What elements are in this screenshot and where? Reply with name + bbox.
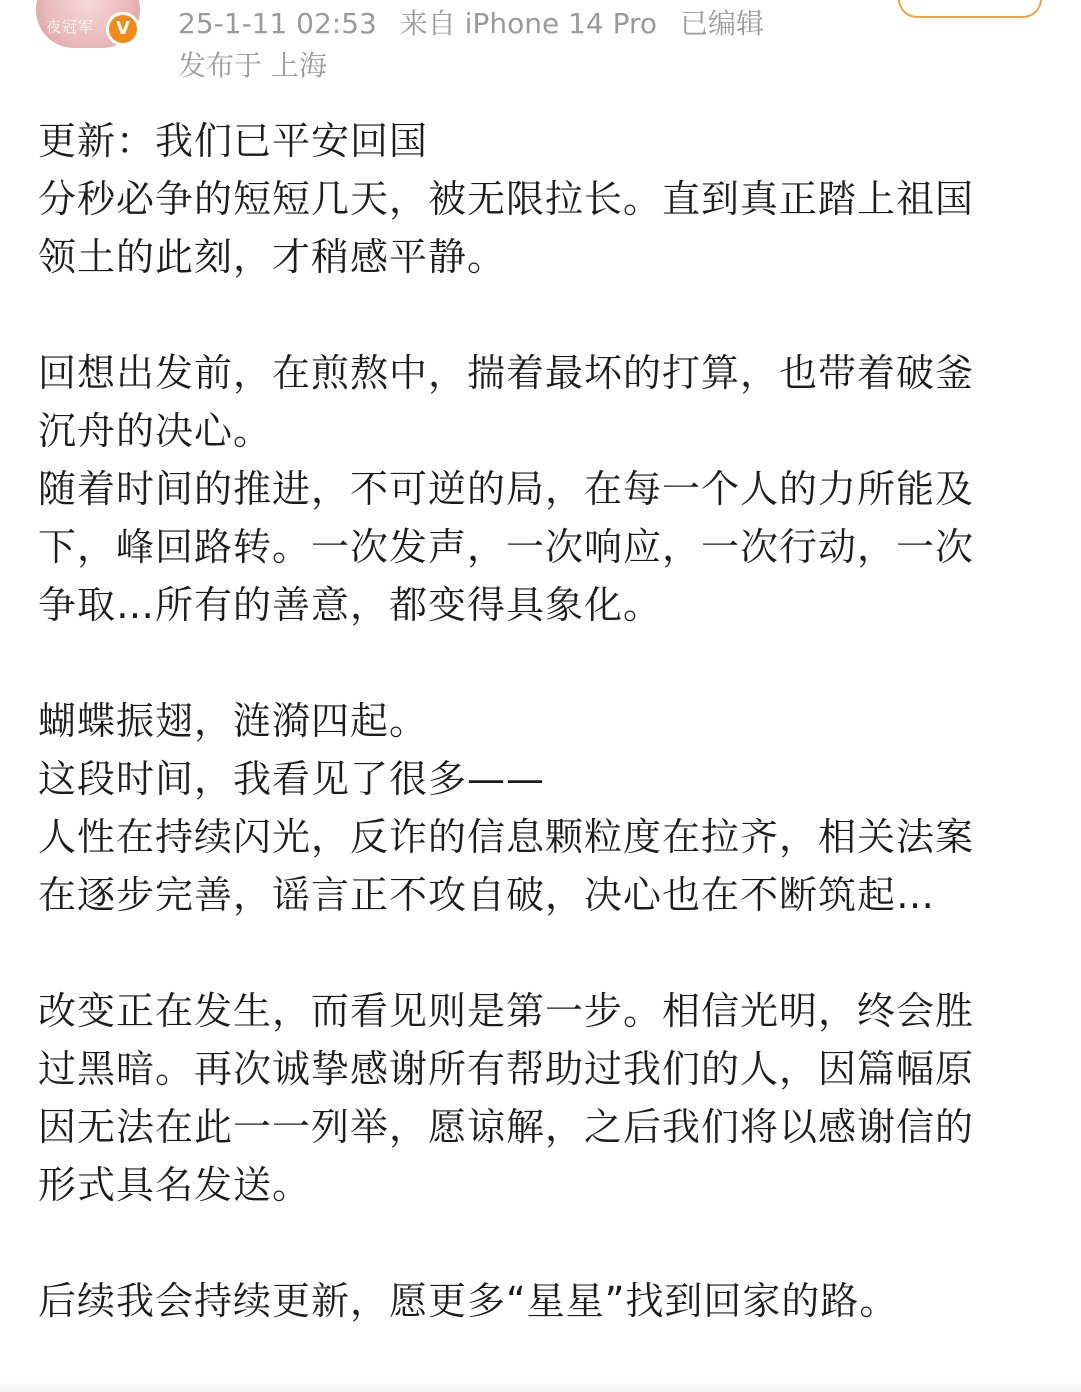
- text-line: 领土的此刻，才稍感平静。: [38, 235, 507, 279]
- text-line: 沉舟的决心。: [38, 409, 273, 453]
- text-line: 蝴蝶振翅，涟漪四起。: [38, 699, 429, 743]
- paragraph-5: [38, 1272, 1038, 1330]
- text-line: 回想出发前，在煎熬中，揣着最坏的打算，也带着破釜: [38, 351, 975, 395]
- text-line: 人性在持续闪光，反诈的信息颗粒度在拉齐，相关法案: [38, 815, 975, 859]
- text-line: 后续我会持续更新，愿更多“星星”找到回家的路。: [38, 1279, 899, 1323]
- bottom-edge: [0, 1380, 1081, 1392]
- avatar-caption: 夜冠军: [46, 18, 95, 36]
- post-location: 发布于 上海: [178, 49, 327, 82]
- edited-label[interactable]: 已编辑: [679, 7, 764, 40]
- text-line: 更新：我们已平安回国: [38, 119, 429, 163]
- paragraph-1: [38, 112, 1038, 286]
- text-line: 随着时间的推进，不可逆的局，在每一个人的力所能及: [38, 467, 975, 511]
- text-line: 改变正在发生，而看见则是第一步。相信光明，终会胜: [38, 989, 975, 1033]
- paragraph-2: [38, 344, 1038, 634]
- paragraph-3: [38, 692, 1038, 924]
- text-line: 形式具名发送。: [38, 1163, 312, 1207]
- verified-glyph: V: [116, 18, 130, 39]
- text-line: 这段时间，我看见了很多——: [38, 757, 546, 801]
- post-body: [38, 112, 1038, 1388]
- text-line: 争取…所有的善意，都变得具象化。: [38, 583, 663, 627]
- post-meta: [178, 7, 778, 40]
- text-line: 在逐步完善，谣言正不攻自破，决心也在不断筑起…: [38, 873, 936, 917]
- post-timestamp: 25-1-11 02:53: [178, 7, 377, 40]
- post-source: 来自 iPhone 14 Pro: [399, 7, 658, 40]
- post-header: [0, 0, 1081, 100]
- text-line: 过黑暗。再次诚挚感谢所有帮助过我们的人，因篇幅原: [38, 1047, 975, 1091]
- verified-v-icon: [106, 12, 140, 46]
- text-line: 分秒必争的短短几天，被无限拉长。直到真正踏上祖国: [38, 177, 975, 221]
- paragraph-4: [38, 982, 1038, 1214]
- text-line: 因无法在此一一列举，愿谅解，之后我们将以感谢信的: [38, 1105, 975, 1149]
- follow-button[interactable]: [898, 0, 1042, 18]
- text-line: 下，峰回路转。一次发声，一次响应，一次行动，一次: [38, 525, 975, 569]
